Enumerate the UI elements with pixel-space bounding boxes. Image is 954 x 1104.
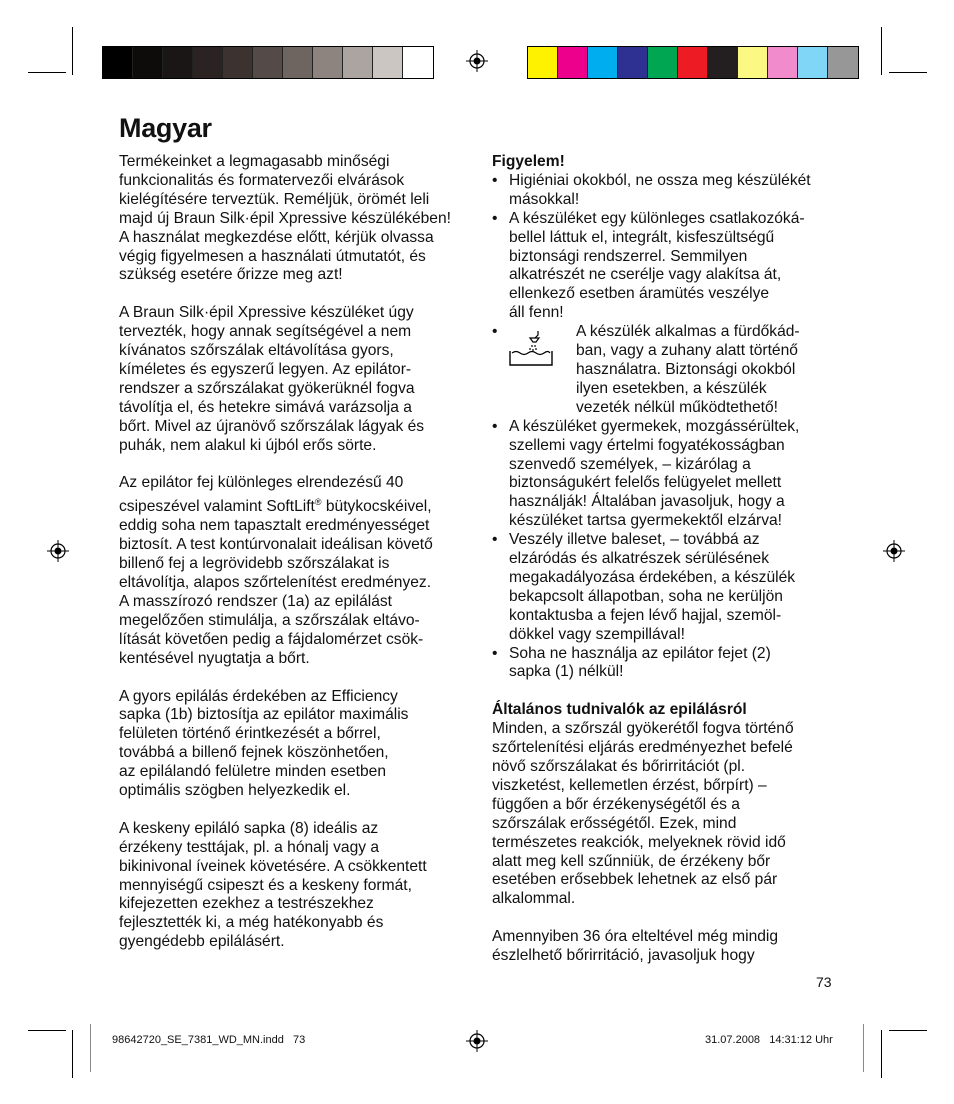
general-info-heading: Általános tudnivalók az epilálásról bbox=[492, 701, 747, 719]
text-line: másokkal! bbox=[509, 190, 580, 208]
text-line: Veszély illetve baleset, – továbbá az bbox=[509, 531, 760, 549]
page-title: Magyar bbox=[119, 113, 212, 143]
slug-line bbox=[863, 1024, 864, 1072]
text-line: kielégítésére terveztük. Reméljük, örömét leli bbox=[119, 190, 430, 208]
text-line: A készüléket egy különleges csatlakozóká- bbox=[509, 209, 805, 227]
bullet: • bbox=[492, 644, 498, 662]
color-swatch bbox=[588, 47, 618, 78]
list-item bbox=[492, 418, 837, 531]
text-line: optimális szögben helyezkedik el. bbox=[119, 782, 351, 800]
text-line: ban, vagy a zuhany alatt történő bbox=[576, 342, 798, 360]
general-info-paragraph bbox=[492, 720, 837, 909]
text-line: Soha ne használja az epilátor fejet (2) bbox=[509, 644, 771, 662]
text-line: A készülék alkalmas a fürdőkád- bbox=[576, 323, 800, 341]
text-line: rendszer a szőrszálakat gyökerüknél fogva bbox=[119, 379, 415, 397]
text-line: természetes reakciók, melyeknek rövid idő bbox=[492, 833, 786, 851]
text-line: mennyiségű csipeszt és a keskeny formát, bbox=[119, 876, 412, 894]
text-block bbox=[509, 531, 837, 644]
color-swatch bbox=[253, 47, 283, 78]
text-fragment: csipeszével valamint SoftLift bbox=[119, 498, 315, 516]
crop-mark bbox=[72, 1030, 73, 1078]
text-line: ilyen esetekben, a készülék bbox=[576, 379, 767, 397]
text-line: kontaktusba a fejen lévő hajjal, szemöl- bbox=[509, 606, 782, 624]
color-swatch bbox=[558, 47, 588, 78]
registered-mark: ® bbox=[314, 497, 322, 508]
text-line: A masszírozó rendszer (1a) az epilálást bbox=[119, 593, 393, 610]
page-number: 73 bbox=[816, 974, 832, 990]
text-line: bekapcsolt állapotban, soha ne kerüljön bbox=[509, 587, 783, 605]
registration-mark-icon bbox=[883, 540, 905, 562]
text-line: biztonságukért felelős felügyelet mellett bbox=[509, 474, 782, 492]
text-line: használják! Általában javasoljuk, hogy a bbox=[509, 493, 785, 511]
text-line: függően a bőr érzékenységétől és a bbox=[492, 795, 740, 813]
grayscale-color-bar bbox=[102, 46, 434, 79]
color-swatch bbox=[828, 47, 858, 78]
crop-mark bbox=[881, 1030, 882, 1078]
crop-mark bbox=[881, 27, 882, 75]
list-item bbox=[492, 645, 837, 683]
text-line: billenő fej a legrövidebb szőrszálakat is bbox=[119, 555, 390, 573]
warning-heading: Figyelem! bbox=[492, 153, 565, 170]
text-line: használatra. Biztonsági okokból bbox=[576, 360, 796, 378]
color-swatch bbox=[313, 47, 343, 78]
color-swatch bbox=[373, 47, 403, 78]
text-line: az epilálandó felületre minden esetben bbox=[119, 763, 387, 781]
color-swatch bbox=[193, 47, 223, 78]
warning-list bbox=[492, 172, 837, 682]
left-column bbox=[119, 153, 469, 971]
text-line: felületen történő érintkezését a bőrrel, bbox=[119, 725, 381, 743]
text-line: Higiéniai okokból, ne ossza meg készülékét bbox=[509, 171, 811, 189]
text-line: A keskeny epiláló sapka (8) ideális az bbox=[119, 819, 379, 837]
registration-mark-icon bbox=[47, 540, 69, 562]
color-swatch bbox=[283, 47, 313, 78]
footer-file-name: 98642720_SE_7381_WD_MN.indd 73 bbox=[112, 1034, 306, 1046]
bath-shower-icon bbox=[508, 329, 554, 367]
text-line: biztosít. A test kontúrvonalait ideálisan követő bbox=[119, 536, 433, 554]
text-block bbox=[509, 210, 837, 323]
description-paragraph bbox=[119, 304, 469, 455]
text-line: A használat megkezdése előtt, kérjük olvassa bbox=[119, 228, 434, 246]
text-line: alkalommal. bbox=[492, 890, 576, 908]
text-line: alkatrészét ne cserélje vagy alakítsa át, bbox=[509, 266, 782, 284]
text-line: megakadályozása érdekében, a készülék bbox=[509, 568, 796, 586]
text-line: A készüléket gyermekek, mozgássérültek, bbox=[509, 417, 800, 435]
text-line: ellenkező esetben áramütés veszélye bbox=[509, 285, 770, 303]
slug-line bbox=[90, 1024, 91, 1072]
color-swatch bbox=[403, 47, 433, 78]
text-line: lítását követően pedig a fájdalomérzet csök- bbox=[119, 630, 424, 648]
cmyk-color-bar bbox=[527, 46, 859, 79]
irritation-paragraph bbox=[492, 928, 837, 966]
color-swatch bbox=[528, 47, 558, 78]
bullet: • bbox=[492, 323, 498, 341]
crop-mark bbox=[28, 1030, 66, 1031]
text-line: esetében erősebbek lehetnek az első pár bbox=[492, 871, 778, 889]
color-swatch bbox=[678, 47, 708, 78]
color-swatch bbox=[103, 47, 133, 78]
text-line: sapka (1b) biztosítja az epilátor maximális bbox=[119, 706, 409, 724]
list-item bbox=[492, 531, 837, 644]
bullet: • bbox=[492, 209, 498, 227]
list-item bbox=[492, 172, 837, 210]
text-line: áll fenn! bbox=[509, 304, 564, 322]
text-line: elzáródás és alkatrészek sérülésének bbox=[509, 550, 770, 568]
color-swatch bbox=[798, 47, 828, 78]
list-item bbox=[492, 210, 837, 323]
text-line: bellel láttuk el, integrált, kisfeszültségű bbox=[509, 228, 775, 246]
bullet: • bbox=[492, 417, 498, 435]
text-line: továbbá a billenő fejnek köszönhetően, bbox=[119, 744, 389, 762]
text-line: szenvedő személyek, – kizárólag a bbox=[509, 455, 751, 473]
text-line: kentésével nyugtatja a bőrt. bbox=[119, 649, 310, 667]
text-line: alatt meg kell szűnniük, de érzékeny bőr bbox=[492, 852, 771, 870]
crop-mark bbox=[889, 1030, 927, 1031]
crop-mark bbox=[889, 72, 927, 73]
text-line: sapka (1) nélkül! bbox=[509, 663, 624, 681]
text-line: viszketést, kellemetlen érzést, bőrpírt) – bbox=[492, 776, 767, 794]
color-swatch bbox=[738, 47, 768, 78]
intro-paragraph bbox=[119, 153, 469, 285]
text-block bbox=[119, 517, 469, 668]
registration-mark-icon bbox=[466, 50, 488, 72]
text-line: tervezték, hogy annak segítségével a nem bbox=[119, 323, 412, 341]
text-block bbox=[509, 172, 837, 210]
text-line: növő szőrszálakat és bőrirritációt (pl. bbox=[492, 757, 746, 775]
footer-timestamp: 31.07.2008 14:31:12 Uhr bbox=[705, 1034, 833, 1046]
efficiency-paragraph bbox=[119, 688, 469, 801]
text-line: fejlesztették ki, a még hatékonyabb és bbox=[119, 914, 384, 932]
text-block bbox=[509, 418, 837, 531]
text-line: bőrt. Mivel az újranövő szőrszálak lágyak és bbox=[119, 417, 425, 435]
text-line: gyengédebb epilálásért. bbox=[119, 933, 285, 951]
text-line: funkcionalitás és formatervezői elvárások bbox=[119, 171, 405, 189]
list-item bbox=[492, 323, 837, 418]
color-swatch bbox=[768, 47, 798, 78]
text-line: megelőzően stimulálja, a szőrszálak eltávo- bbox=[119, 611, 420, 629]
text-block bbox=[509, 645, 837, 683]
registration-mark-icon bbox=[466, 1030, 488, 1052]
color-swatch bbox=[343, 47, 373, 78]
text-line: észlelhető bőrirritáció, javasoljuk hogy bbox=[492, 947, 755, 965]
text-line: készüléket tartsa gyermekektől elzárva! bbox=[509, 512, 783, 530]
text-line: kíméletes és egyszerű legyen. Az epilátor- bbox=[119, 360, 412, 378]
text-fragment: bütykocskéivel, bbox=[321, 498, 432, 516]
text-line: A Braun Silk·épil Xpressive készüléket úgy bbox=[119, 304, 414, 322]
text-line: puhák, nem alakul ki újból erős sörte. bbox=[119, 436, 377, 454]
text-line: szükség esetére őrizze meg azt! bbox=[119, 266, 343, 284]
text-line: vezeték nélkül működtethető! bbox=[576, 398, 778, 416]
color-swatch bbox=[223, 47, 253, 78]
color-swatch bbox=[163, 47, 193, 78]
text-line: Termékeinket a legmagasabb minőségi bbox=[119, 153, 390, 170]
text-line: majd új Braun Silk·épil Xpressive készülékében! bbox=[119, 209, 451, 227]
text-line: Minden, a szőrszál gyökerétől fogva történő bbox=[492, 720, 794, 738]
right-column bbox=[492, 153, 837, 985]
text-line: kifejezetten ezekhez a testrészekhez bbox=[119, 895, 374, 913]
text-line: kívánatos szőrszálak eltávolítása gyors, bbox=[119, 342, 394, 360]
text-line: Amennyiben 36 óra elteltével még mindig bbox=[492, 928, 779, 946]
text-line: biztonsági rendszerrel. Semmilyen bbox=[509, 247, 748, 265]
bullet: • bbox=[492, 531, 498, 549]
text-line: A gyors epilálás érdekében az Efficiency bbox=[119, 687, 398, 705]
softlift-paragraph bbox=[119, 474, 469, 668]
text-line: eddig soha nem tapasztalt eredményességet bbox=[119, 517, 430, 535]
bullet: • bbox=[492, 171, 498, 189]
color-swatch bbox=[618, 47, 648, 78]
color-swatch bbox=[648, 47, 678, 78]
crop-mark bbox=[28, 72, 66, 73]
narrow-cap-paragraph bbox=[119, 820, 469, 952]
color-swatch bbox=[708, 47, 738, 78]
text-line: érzékeny testtájak, pl. a hónalj vagy a bbox=[119, 838, 380, 856]
text-line: dökkel vagy szempillával! bbox=[509, 625, 685, 643]
text-line: szőrtelenítési eljárás eredményezhet befelé bbox=[492, 739, 793, 757]
color-swatch bbox=[133, 47, 163, 78]
text-line bbox=[119, 493, 469, 517]
text-line: végig figyelmesen a használati útmutatót, és bbox=[119, 247, 426, 265]
text-line: Az epilátor fej különleges elrendezésű 40 bbox=[119, 474, 404, 492]
text-line: szőrszálak erősségétől. Ezek, mind bbox=[492, 814, 737, 832]
text-line: szellemi vagy értelmi fogyatékosságban bbox=[509, 436, 785, 454]
crop-mark bbox=[72, 27, 73, 75]
text-line: bikinivonal íveinek követésére. A csökkentett bbox=[119, 857, 427, 875]
text-line: távolítja el, és hetekre simává varázsolja a bbox=[119, 398, 412, 416]
text-line: eltávolítja, alapos szőrtelenítést eredményez. bbox=[119, 574, 432, 592]
